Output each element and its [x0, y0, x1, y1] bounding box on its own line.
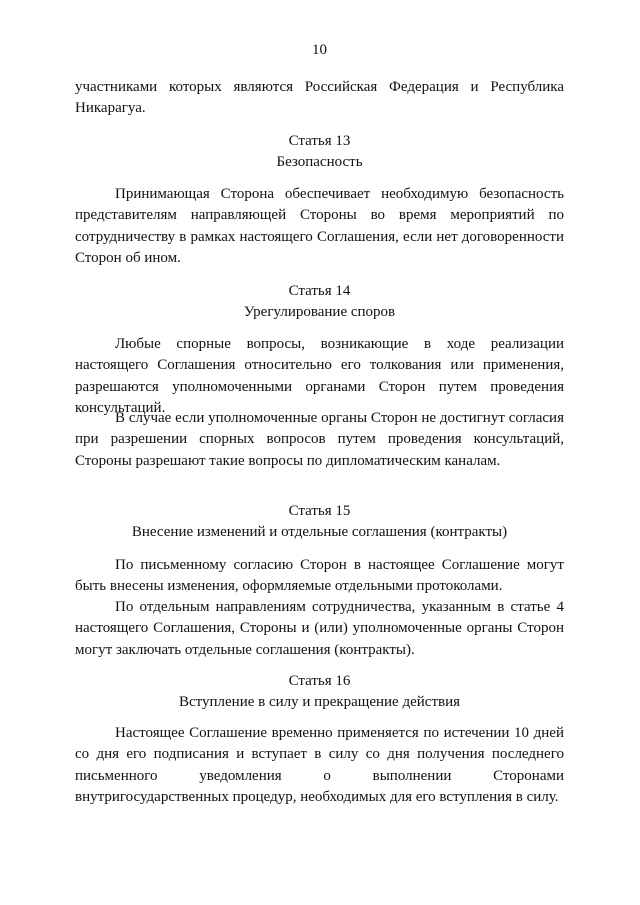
article-13-title: Безопасность	[276, 154, 363, 170]
article-16-title: Вступление в силу и прекращение действия	[178, 694, 461, 710]
page-number: 10	[312, 42, 327, 58]
article-15-paragraph-1: По письменному согласию Сторон в настоящее Соглашение могут быть внесены изменения, оформляемые отдельными протоколами.	[75, 557, 564, 595]
article-13-paragraph-1: Принимающая Сторона обеспечивает необходимую безопасность представителям направляющей Стороны во время мероприятий по сотрудничеству в рамках настоящего Соглашения, если нет договоренности Сторон об ином.	[75, 186, 564, 266]
article-15-number: Статья 15	[288, 503, 351, 519]
article-14-heading	[75, 281, 564, 323]
article-15-paragraph-2: По отдельным направлениям сотрудничества, указанным в статье 4 настоящего Соглашения, Стороны и (или) уполномоченные органы Сторон могут заключать отдельные соглашения (контракты).	[75, 599, 564, 658]
article-14-paragraph-2: В случае если уполномоченные органы Сторон не достигнут согласия при разрешении спорных вопросов путем проведения консультаций, Стороны разрешают такие вопросы по дипломатическим каналам.	[75, 410, 564, 469]
article-14-number: Статья 14	[288, 283, 351, 299]
article-13-heading	[75, 131, 564, 173]
article-16-paragraph-1: Настоящее Соглашение временно применяется по истечении 10 дней со дня его подписания и вступает в силу со дня получения последнего письменного уведомления о выполнении Сторонами внутригосударственных процедур, необходимых для его вступления в силу.	[75, 725, 564, 805]
article-15-heading	[75, 501, 564, 543]
intro-paragraph: участниками которых являются Российская Федерация и Республика Никарагуа.	[75, 79, 564, 117]
article-14-title: Урегулирование споров	[243, 304, 396, 320]
article-13-number: Статья 13	[288, 133, 351, 149]
article-16-heading	[75, 671, 564, 713]
article-14-paragraph-1: Любые спорные вопросы, возникающие в ходе реализации настоящего Соглашения относительно его толкования или применения, разрешаются уполномоченными органами Сторон путем проведения консультаций.	[75, 336, 564, 416]
article-16-number: Статья 16	[288, 673, 351, 689]
article-15-title: Внесение изменений и отдельные соглашения (контракты)	[131, 524, 508, 540]
